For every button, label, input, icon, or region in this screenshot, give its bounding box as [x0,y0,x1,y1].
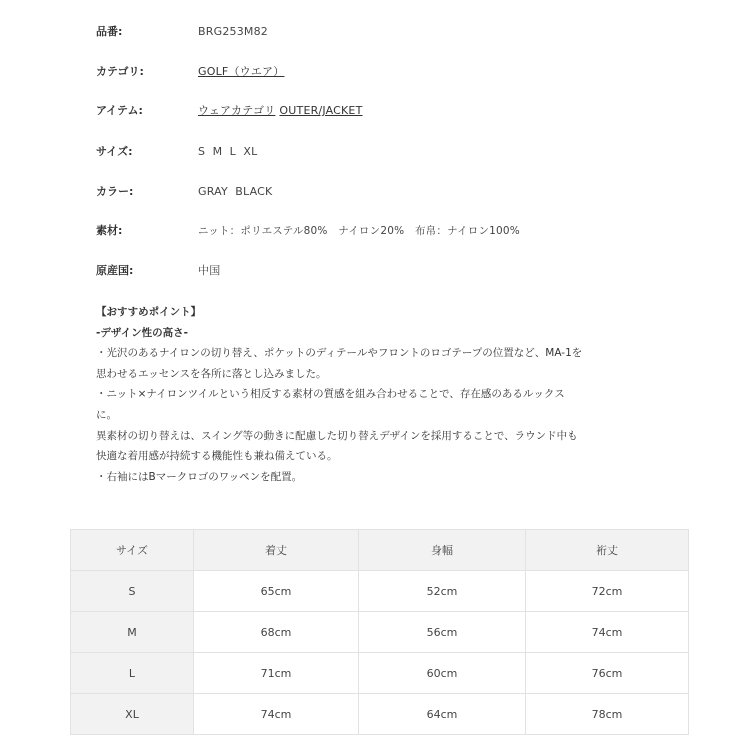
table-cell: 52cm [359,571,526,612]
recommendation-subheading: -デザイン性の高さ- [96,326,188,339]
spec-row-item-number [96,21,268,41]
spec-row-origin [96,260,220,280]
spec-label: カテゴリ: [96,65,144,78]
item-link-outer-jacket[interactable]: OUTER/JACKET [279,104,363,117]
size-cell: M [71,612,194,653]
description-line: 思わせるエッセンスを各所に落とし込みました。 [96,367,327,380]
spec-value: GRAY BLACK [198,184,273,198]
header-length: 着丈 [194,530,359,571]
spec-value: S M L XL [198,144,258,158]
spec-value: 中国 [198,264,221,277]
description-line: ・光沢のあるナイロンの切り替え、ポケットのディテールやフロントのロゴテープの位置など、MA-1を [96,347,583,360]
size-table [70,529,689,735]
spec-label: 品番: [96,25,123,38]
header-size: サイズ [71,530,194,571]
spec-row-size [96,141,257,161]
table-row [71,571,689,612]
table-cell: 71cm [194,653,359,694]
recommendation-heading: 【おすすめポイント】 [96,306,202,318]
table-cell: 65cm [194,571,359,612]
header-width: 身幅 [359,530,526,571]
table-cell: 78cm [526,694,689,735]
table-cell: 68cm [194,612,359,653]
description-line: ・ニット×ナイロンツイルという相反する素材の質感を組み合わせることで、存在感のあるルックス [96,388,565,401]
table-cell: 74cm [194,694,359,735]
description-line: 異素材の切り替えは、スイング等の動きに配慮した切り替えデザインを採用することで、ラウンド中も [96,429,578,442]
size-cell: S [71,571,194,612]
table-row [71,653,689,694]
spec-row-material [96,220,520,240]
spec-row-color [96,181,272,201]
spec-label: アイテム: [96,104,143,117]
spec-label: カラー: [96,185,134,198]
description-line: ・右袖にはBマークロゴのワッペンを配置。 [96,470,303,483]
spec-row-item [96,100,367,120]
table-cell: 56cm [359,612,526,653]
spec-label: 素材: [96,224,123,237]
table-header-row [71,530,689,571]
recommendation-section [96,302,676,487]
table-cell: 64cm [359,694,526,735]
size-cell: XL [71,694,194,735]
description-line: に。 [96,408,117,421]
table-cell: 72cm [526,571,689,612]
spec-label: 原産国: [96,264,134,277]
table-row [71,612,689,653]
spec-value: BRG253M82 [198,24,268,38]
spec-label: サイズ: [96,145,133,158]
description-line: 快適な着用感が持続する機能性も兼ね備えている。 [96,450,338,463]
table-row [71,694,689,735]
table-cell: 74cm [526,612,689,653]
table-cell: 60cm [359,653,526,694]
header-sleeve: 裄丈 [526,530,689,571]
spec-row-category [96,61,288,81]
size-cell: L [71,653,194,694]
table-cell: 76cm [526,653,689,694]
item-link-wear-category[interactable]: ウェアカテゴリ [198,104,276,117]
spec-value: ニット：ポリエステル80% ナイロン20% 布帛：ナイロン100% [198,224,520,237]
category-link-golf-wear[interactable]: GOLF（ウエア） [198,65,285,78]
